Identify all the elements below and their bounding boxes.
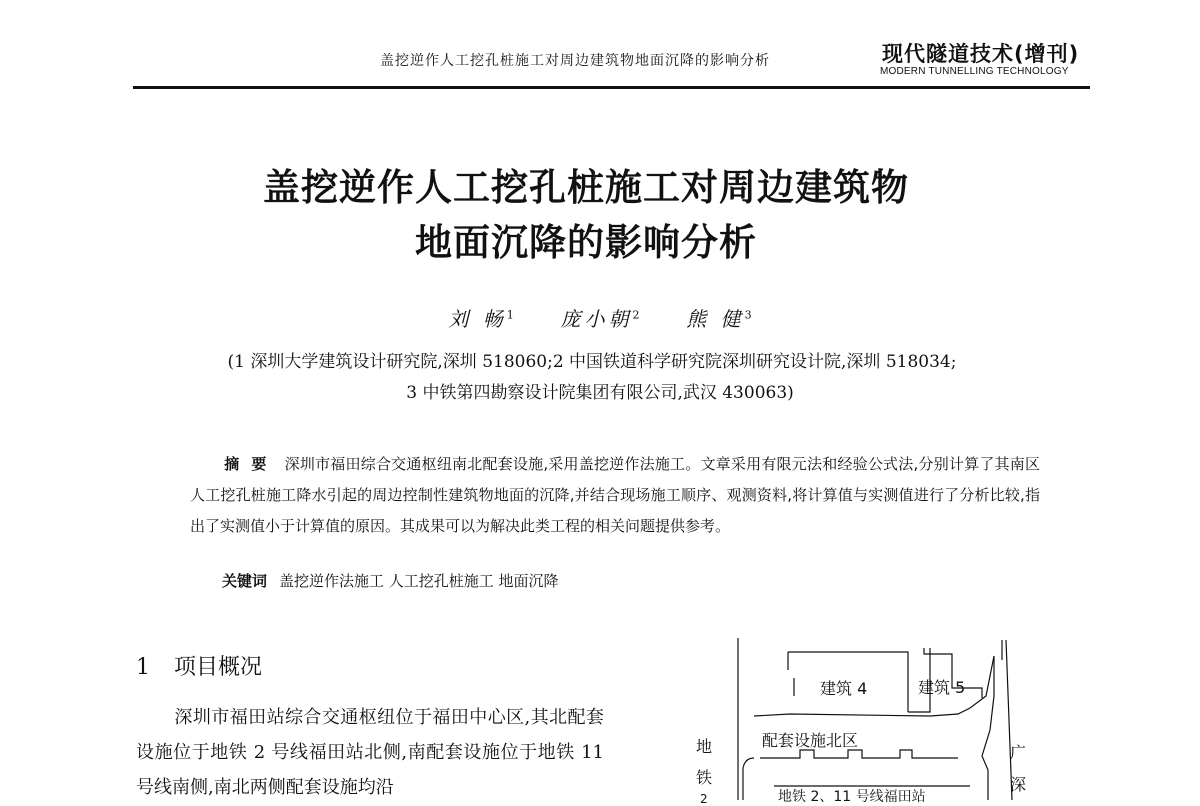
building-4-label: 建筑 4: [820, 679, 868, 698]
affiliation-line-2: 3 中铁第四勘察设计院集团有限公司,武汉 430063): [406, 383, 794, 403]
section-body-text: [136, 700, 604, 805]
site-plan-figure: [690, 600, 1030, 806]
road-edge-line: [982, 656, 994, 800]
metro-label-1: 地: [696, 737, 713, 756]
site-plan-drawing: [690, 600, 1030, 800]
keywords-label: 关键词: [222, 572, 268, 590]
paper-title-line-1: 盖挖逆作人工挖孔桩施工对周边建筑物: [263, 166, 909, 209]
section-number: 1: [136, 655, 150, 680]
building-5-label: 建筑 5: [918, 678, 966, 697]
abstract: [190, 449, 1040, 542]
road-edge-line: [743, 758, 754, 800]
keywords-text: 盖挖逆作法施工 人工挖孔桩施工 地面沉降: [279, 572, 559, 590]
author-affil-mark: 2: [632, 308, 640, 322]
road-label-1: 广: [1010, 743, 1027, 762]
affiliation-line-1: (1 深圳大学建筑设计研究院,深圳 518060;2 中国铁道科学研究院深圳研究设计院,深圳 518034;: [227, 352, 957, 372]
metro-label-3: 2: [700, 792, 708, 806]
keywords: [222, 570, 559, 591]
road-label-2: 深: [1010, 775, 1027, 794]
abstract-text: 深圳市福田综合交通枢纽南北配套设施,采用盖挖逆作法施工。文章采用有限元法和经验公式法,分别计算了其南区人工挖孔桩施工降水引起的周边控制性建筑物地面的沉降,并结合现场施工顺序、观测资料,将计算值与实测值进行了分析比较,指出了实测值小于计算值的原因。其成果可以为解决此类工程的相关问题提供参考。: [190, 455, 1040, 535]
paper-title-line-2: 地面沉降的影响分析: [415, 221, 757, 264]
journal-name-cn: 现代隧道技术(增刊): [882, 42, 1080, 66]
north-area-boundary: [760, 750, 958, 758]
author-name: 刘 畅: [448, 307, 507, 331]
running-title: 盖挖逆作人工挖孔桩施工对周边建筑物地面沉降的影响分析: [380, 53, 770, 69]
body-paragraph: 深圳市福田站综合交通枢纽位于福田中心区,其北配套设施位于地铁 2 号线福田站北侧,南配套设施位于地铁 11 号线南侧,南北两侧配套设施均沿: [136, 707, 604, 798]
header-rule: [133, 86, 1090, 89]
author-name: 熊 健: [686, 307, 745, 331]
north-area-label: 配套设施北区: [762, 731, 859, 750]
section-heading: [136, 650, 262, 681]
abstract-label: 摘要: [224, 455, 279, 473]
author-list: [0, 303, 1200, 332]
journal-name-en: MODERN TUNNELLING TECHNOLOGY: [880, 66, 1069, 77]
author-affil-mark: 3: [744, 308, 752, 322]
author-affil-mark: 1: [506, 308, 514, 322]
station-label: 地铁 2、11 号线福田站: [778, 789, 926, 805]
metro-label-2: 铁: [696, 768, 713, 787]
author-name: 庞小朝: [560, 307, 633, 331]
section-title: 项目概况: [174, 655, 263, 680]
